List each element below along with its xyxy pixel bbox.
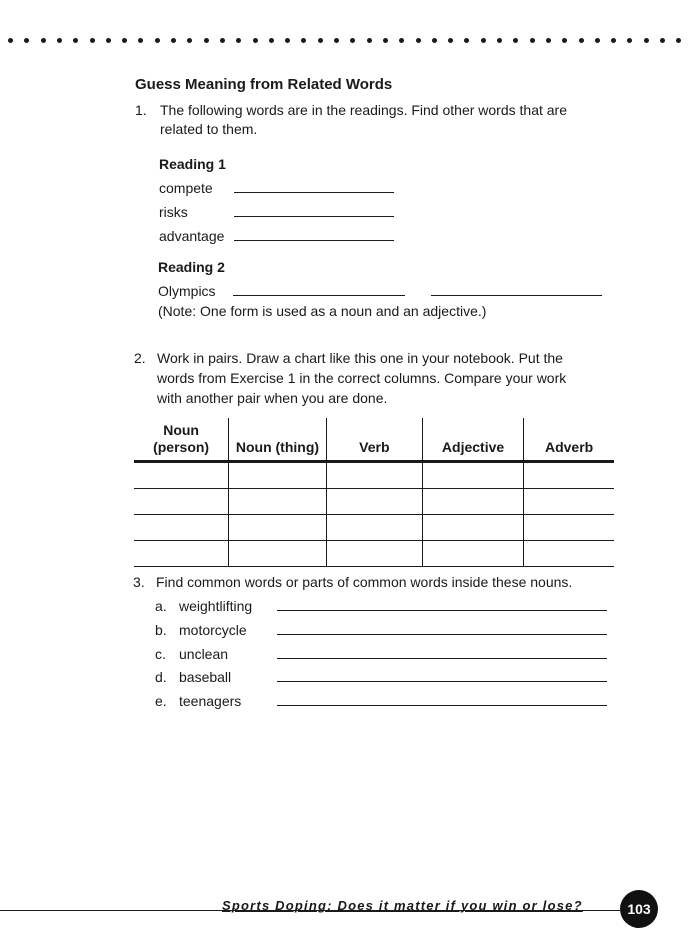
ex1-instruction-line2: related to them. (160, 121, 258, 137)
item-word: weightlifting (179, 598, 253, 614)
table-cell[interactable] (524, 515, 614, 541)
rule-dot (138, 38, 143, 43)
footer-title: Sports Doping: Does it matter if you win or lose? (222, 898, 583, 913)
ex2-instruction-line3: with another pair when you are done. (157, 390, 388, 406)
rule-dot (464, 38, 469, 43)
table-cell[interactable] (326, 515, 422, 541)
rule-dot (367, 38, 372, 43)
ex1-note: (Note: One form is used as a noun and an adjective.) (158, 303, 487, 319)
item-word: unclean (179, 646, 229, 662)
answer-blank[interactable] (277, 658, 607, 659)
ex3-instruction: Find common words or parts of common words inside these nouns. (156, 574, 573, 590)
table-cell[interactable] (229, 541, 327, 567)
rule-dot (676, 38, 681, 43)
table-cell[interactable] (229, 462, 327, 489)
reading1-word: advantage (159, 228, 225, 244)
rule-dot (301, 38, 306, 43)
rule-dot (269, 38, 274, 43)
table-cell[interactable] (326, 489, 422, 515)
answer-blank[interactable] (233, 295, 405, 296)
item-word: teenagers (179, 693, 242, 709)
ex2-instruction-line1: Work in pairs. Draw a chart like this one in your notebook. Put the (157, 350, 563, 366)
rule-dot (204, 38, 209, 43)
rule-dot (432, 38, 437, 43)
column-header-adverb: Adverb (524, 418, 614, 462)
item-word: baseball (179, 669, 232, 685)
column-header-adjective: Adjective (422, 418, 523, 462)
table-cell[interactable] (134, 489, 229, 515)
column-header-noun-person (134, 418, 229, 462)
rule-dot (334, 38, 339, 43)
table-cell[interactable] (524, 541, 614, 567)
rule-dot (122, 38, 127, 43)
rule-dot (253, 38, 258, 43)
table-cell[interactable] (134, 462, 229, 489)
answer-blank[interactable] (234, 240, 394, 241)
rule-dot (57, 38, 62, 43)
ex3-number: 3. (133, 574, 145, 590)
reading2-title: Reading 2 (158, 259, 225, 275)
rule-dot (73, 38, 78, 43)
item-letter: c. (155, 646, 166, 662)
table-cell[interactable] (422, 515, 523, 541)
header-line: Noun (163, 422, 199, 438)
rule-dot (627, 38, 632, 43)
answer-blank[interactable] (277, 634, 607, 635)
column-header-noun-thing: Noun (thing) (229, 418, 327, 462)
rule-dot (90, 38, 95, 43)
word-form-chart (134, 418, 614, 567)
item-word: motorcycle (179, 622, 247, 638)
reading1-word: compete (159, 180, 213, 196)
table-cell[interactable] (326, 462, 422, 489)
rule-dot (171, 38, 176, 43)
table-cell[interactable] (422, 541, 523, 567)
item-letter: b. (155, 622, 167, 638)
ex2-number: 2. (134, 350, 146, 366)
rule-dot (595, 38, 600, 43)
table-cell[interactable] (524, 462, 614, 489)
table-cell[interactable] (229, 515, 327, 541)
rule-dot (399, 38, 404, 43)
rule-dot (562, 38, 567, 43)
table-cell[interactable] (326, 541, 422, 567)
table-cell[interactable] (422, 462, 523, 489)
rule-dot (155, 38, 160, 43)
rule-dot (546, 38, 551, 43)
header-line: (person) (153, 439, 210, 455)
answer-blank[interactable] (431, 295, 602, 296)
rule-dot (350, 38, 355, 43)
table-cell[interactable] (134, 541, 229, 567)
answer-blank[interactable] (277, 681, 607, 682)
rule-dot (24, 38, 29, 43)
rule-dot (448, 38, 453, 43)
table-row (134, 515, 614, 541)
column-header-verb: Verb (326, 418, 422, 462)
item-letter: e. (155, 693, 167, 709)
table-row (134, 462, 614, 489)
rule-dot (383, 38, 388, 43)
table-row (134, 489, 614, 515)
answer-blank[interactable] (277, 610, 607, 611)
ex1-instruction-line1: The following words are in the readings. Find other words that are (160, 102, 567, 118)
rule-dot (497, 38, 502, 43)
rule-dot (660, 38, 665, 43)
rule-dot (236, 38, 241, 43)
dotted-rule (8, 38, 688, 48)
rule-dot (416, 38, 421, 43)
page-number-badge: 103 (620, 890, 658, 928)
rule-dot (187, 38, 192, 43)
rule-dot (513, 38, 518, 43)
answer-blank[interactable] (234, 192, 394, 193)
ex2-instruction-line2: words from Exercise 1 in the correct columns. Compare your work (157, 370, 567, 386)
rule-dot (530, 38, 535, 43)
answer-blank[interactable] (234, 216, 394, 217)
rule-dot (644, 38, 649, 43)
table-cell[interactable] (422, 489, 523, 515)
section-title: Guess Meaning from Related Words (135, 76, 393, 93)
rule-dot (285, 38, 290, 43)
rule-dot (318, 38, 323, 43)
table-cell[interactable] (229, 489, 327, 515)
reading2-word: Olympics (158, 283, 216, 299)
rule-dot (8, 38, 13, 43)
table-cell[interactable] (134, 515, 229, 541)
ex1-number: 1. (135, 102, 147, 118)
reading1-word: risks (159, 204, 188, 220)
table-cell[interactable] (524, 489, 614, 515)
rule-dot (41, 38, 46, 43)
answer-blank[interactable] (277, 705, 607, 706)
rule-dot (106, 38, 111, 43)
reading1-title: Reading 1 (159, 156, 226, 172)
rule-dot (611, 38, 616, 43)
rule-dot (220, 38, 225, 43)
item-letter: d. (155, 669, 167, 685)
item-letter: a. (155, 598, 167, 614)
table-row (134, 541, 614, 567)
rule-dot (481, 38, 486, 43)
rule-dot (579, 38, 584, 43)
